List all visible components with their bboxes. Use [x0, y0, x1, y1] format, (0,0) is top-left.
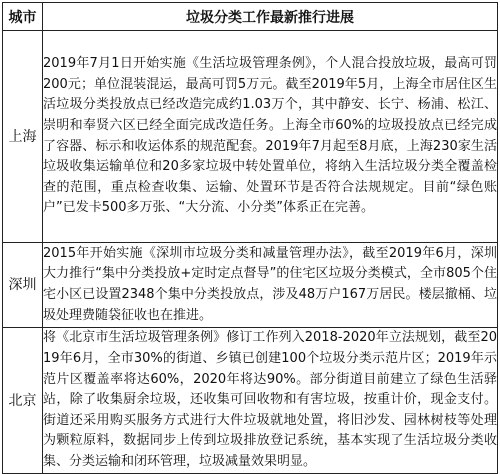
city-name: 上海 [8, 128, 37, 145]
city-cell [3, 243, 43, 328]
table-row [3, 243, 498, 328]
progress-text: 2019年7月1日开始实施《生活垃圾管理条例》，个人混合投放垃圾，最高可罚200元；单位混装混运，最高可罚5万元。截至2019年5月，上海全市居住区生活垃圾分类投放点已经改造完成约1.03万个，其中静安、长宁、杨浦、松江、崇明和奉贤六区已经全面完成改造任务。上海全市60%的垃圾投放点已经完成了容器、标示和收运体系的规范配套。2019年7月起至8月底，上海230家生活垃圾收集运输单位和20多家垃圾中转处置单位，将纳入生活垃圾分类全覆盖检查的范围，重点检查收集、运输、处置环节是否符合法规规定。目前“绿色账户”已发卡500多万张、“大分流、小分类”体系正在完善。 [43, 31, 498, 243]
table-row [3, 31, 498, 243]
header-city: 城市 [3, 3, 43, 31]
city-cell [3, 328, 43, 474]
table-header-row [3, 3, 498, 31]
table-row [3, 328, 498, 474]
progress-text: 将《北京市生活垃圾管理条例》修订工作列入2018-2020年立法规划，截至2019年6月，全市30%的街道、乡镇已创建100个垃圾分类示范片区；2019年示范片区覆盖率将达60%，2020年将达90%。部分街道目前建立了绿色生活驿站，除了收集厨余垃圾，还收集可回收物和有害垃圾，按重计价，现金支付。街道还采用购买服务方式进行大件垃圾就地处置，将旧沙发、园林树枝等处理为颗粒原料，数据同步上传到垃圾排放登记系统，基本实现了生活垃圾分类收集、分类运输和闭环管理，垃圾减量效果明显。 [43, 328, 498, 474]
city-name: 深圳 [8, 277, 37, 293]
progress-text: 2015年开始实施《深圳市垃圾分类和减量管理办法》，截至2019年6月，深圳大力推行“集中分类投放+定时定点督导”的住宅区垃圾分类模式，全市805个住宅小区已设置2348个集中分类投放点，涉及48万户167万居民。楼层撤桶、垃圾处理费随袋征收也在推进。 [43, 243, 498, 328]
header-progress: 垃圾分类工作最新推行进展 [43, 3, 498, 31]
waste-sorting-progress-table [2, 2, 498, 474]
city-cell [3, 31, 43, 243]
city-name: 北京 [8, 392, 37, 409]
